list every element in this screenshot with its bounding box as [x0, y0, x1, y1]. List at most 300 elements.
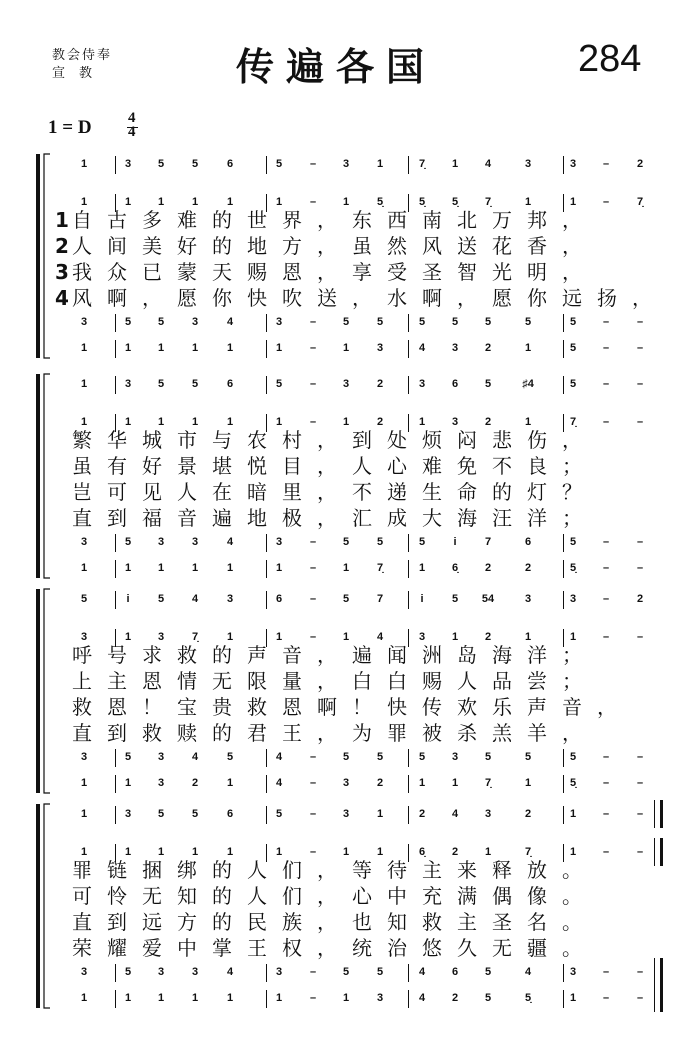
note-tenor: 3 — [191, 966, 199, 978]
hold-dash: – — [309, 808, 317, 820]
note-bass: 1 — [157, 562, 165, 574]
note-alto: 1 — [376, 846, 384, 858]
hold-dash: – — [636, 966, 644, 978]
hold-dash: – — [309, 342, 317, 354]
final-bar-line — [654, 984, 655, 1012]
note-soprano: 7̣ — [418, 158, 426, 170]
note-bass: 6̣ — [451, 562, 459, 574]
hold-dash: – — [309, 777, 317, 789]
note-soprano: 3 — [342, 378, 350, 390]
note-alto: 3 — [80, 631, 88, 643]
bar-line — [115, 591, 116, 609]
note-alto: 1 — [80, 846, 88, 858]
hymn-title: 传遍各国 — [236, 44, 437, 89]
lyric-line: 岂可见人在暗里，不递生命的灯？ — [72, 480, 597, 504]
bar-line — [115, 775, 116, 793]
bar-line — [115, 340, 116, 358]
note-tenor: 3 — [275, 536, 283, 548]
hold-dash: – — [309, 562, 317, 574]
note-alto: 5̣ — [451, 196, 459, 208]
note-tenor: 3 — [275, 316, 283, 328]
note-bass: 1 — [80, 342, 88, 354]
bar-line — [408, 591, 409, 609]
note-tenor: 5 — [376, 751, 384, 763]
note-tenor: 5 — [569, 536, 577, 548]
bar-line — [115, 534, 116, 552]
hold-dash: – — [636, 316, 644, 328]
note-soprano: 3 — [484, 808, 492, 820]
note-alto: 1 — [524, 631, 532, 643]
note-soprano: 7 — [376, 593, 384, 605]
final-bar-line — [654, 800, 655, 828]
note-bass: 1 — [226, 562, 234, 574]
note-alto: 7̣ — [191, 631, 199, 643]
note-soprano: 5 — [275, 158, 283, 170]
note-bass: 1 — [80, 562, 88, 574]
note-tenor: 5 — [124, 751, 132, 763]
note-tenor: 5 — [484, 751, 492, 763]
bar-line — [115, 376, 116, 394]
note-tenor: 5 — [342, 751, 350, 763]
note-tenor: 3 — [80, 751, 88, 763]
note-soprano: i — [420, 593, 424, 605]
note-soprano: 3 — [524, 158, 532, 170]
note-alto: 1 — [226, 846, 234, 858]
note-alto: 3 — [157, 631, 165, 643]
note-alto: 1 — [524, 196, 532, 208]
bar-line — [563, 749, 564, 767]
note-soprano: 5 — [80, 593, 88, 605]
final-bar-line — [660, 958, 663, 986]
note-alto: 1 — [191, 196, 199, 208]
note-soprano: 5 — [157, 808, 165, 820]
time-signature-top: 4 — [128, 110, 136, 126]
note-alto: 1 — [275, 631, 283, 643]
bar-line — [408, 964, 409, 982]
note-bass: 1 — [342, 992, 350, 1004]
note-soprano: 2 — [418, 808, 426, 820]
note-tenor: 5 — [226, 751, 234, 763]
note-tenor: 5 — [157, 316, 165, 328]
lyric-line: 上主恩情无限量，白白赐人品尝； — [72, 669, 597, 693]
note-tenor: 5 — [376, 536, 384, 548]
note-soprano: 3 — [342, 158, 350, 170]
bar-line — [266, 964, 267, 982]
bar-line — [408, 806, 409, 824]
note-tenor: 3 — [451, 751, 459, 763]
bar-line — [266, 314, 267, 332]
note-bass: 1 — [226, 342, 234, 354]
hold-dash: – — [309, 378, 317, 390]
note-soprano: 3 — [418, 378, 426, 390]
note-soprano: 3 — [569, 593, 577, 605]
note-alto: 3 — [451, 416, 459, 428]
bar-line — [266, 340, 267, 358]
note-tenor: 5 — [376, 966, 384, 978]
note-bass: 1 — [226, 777, 234, 789]
final-bar-line — [660, 984, 663, 1012]
note-bass: 1 — [342, 342, 350, 354]
note-alto: 1 — [226, 631, 234, 643]
hold-dash: – — [309, 846, 317, 858]
note-bass: 3 — [376, 992, 384, 1004]
note-soprano: 1 — [80, 378, 88, 390]
note-soprano: 4 — [191, 593, 199, 605]
note-soprano: 6 — [275, 593, 283, 605]
lyric-line: 虽有好景堪悦目，人心难免不良； — [72, 454, 597, 478]
note-alto: 1 — [484, 846, 492, 858]
hold-dash: – — [636, 536, 644, 548]
bar-line — [266, 990, 267, 1008]
note-soprano: 3 — [226, 593, 234, 605]
note-tenor: 4 — [275, 751, 283, 763]
bar-line — [115, 964, 116, 982]
note-soprano: 5 — [484, 378, 492, 390]
note-tenor: 5 — [376, 316, 384, 328]
lyric-line: 自古多难的世界，东西南北万邦， — [72, 208, 597, 232]
hold-dash: – — [636, 631, 644, 643]
hold-dash: – — [602, 378, 610, 390]
bar-line — [408, 340, 409, 358]
note-alto: 1 — [342, 631, 350, 643]
verse-number: 1 — [55, 208, 69, 232]
bar-line — [115, 560, 116, 578]
note-alto: 7̣ — [636, 196, 644, 208]
note-bass: 4 — [275, 777, 283, 789]
lyric-line: 人间美好的地方，虽然风送花香， — [72, 234, 597, 258]
note-bass: 2 — [191, 777, 199, 789]
note-alto: 1 — [569, 196, 577, 208]
note-bass: 1 — [451, 777, 459, 789]
hold-dash: – — [309, 593, 317, 605]
note-bass: 1 — [524, 342, 532, 354]
note-soprano: 2 — [636, 158, 644, 170]
bar-line — [408, 534, 409, 552]
hold-dash: – — [636, 777, 644, 789]
note-soprano: 1 — [376, 158, 384, 170]
lyric-line: 我众已蒙天赐恩，享受圣智光明， — [72, 260, 597, 284]
note-alto: 1 — [157, 416, 165, 428]
note-bass: 5̣ — [569, 777, 577, 789]
note-bass: 3 — [376, 342, 384, 354]
hold-dash: – — [309, 966, 317, 978]
hold-dash: – — [309, 992, 317, 1004]
note-alto: 1 — [80, 416, 88, 428]
note-alto: 5̣ — [418, 196, 426, 208]
lyric-line: 罪链捆绑的人们，等待主来释放。 — [72, 858, 597, 882]
note-alto: 1 — [275, 196, 283, 208]
bar-line — [408, 775, 409, 793]
note-tenor: 3 — [80, 966, 88, 978]
note-soprano: 5 — [191, 808, 199, 820]
hold-dash: – — [602, 416, 610, 428]
hold-dash: – — [636, 416, 644, 428]
note-alto: 7̣ — [524, 846, 532, 858]
note-tenor: 5 — [418, 316, 426, 328]
note-alto: 1 — [124, 196, 132, 208]
note-soprano: 5 — [275, 808, 283, 820]
note-soprano: 6 — [451, 378, 459, 390]
note-bass: 1 — [569, 992, 577, 1004]
note-alto: 1 — [451, 631, 459, 643]
lyric-line: 直到救赎的君王，为罪被杀羔羊， — [72, 721, 597, 745]
bar-line — [115, 806, 116, 824]
note-soprano: 3 — [342, 808, 350, 820]
bar-line — [563, 990, 564, 1008]
note-soprano: 6 — [226, 808, 234, 820]
note-tenor: 6 — [524, 536, 532, 548]
bar-line — [266, 376, 267, 394]
note-soprano: 5 — [191, 158, 199, 170]
note-soprano: 5 — [157, 158, 165, 170]
note-soprano: 5 — [342, 593, 350, 605]
final-bar-line — [654, 958, 655, 986]
bar-line — [115, 990, 116, 1008]
note-soprano: 2 — [636, 593, 644, 605]
note-soprano: 1 — [80, 158, 88, 170]
note-bass: 1 — [80, 992, 88, 1004]
bar-line — [408, 749, 409, 767]
hold-dash: – — [602, 316, 610, 328]
hold-dash: – — [602, 808, 610, 820]
bar-line — [266, 560, 267, 578]
bar-line — [563, 806, 564, 824]
note-tenor: 5 — [342, 536, 350, 548]
hold-dash: – — [636, 808, 644, 820]
note-soprano: 3 — [524, 593, 532, 605]
note-tenor: 4 — [418, 966, 426, 978]
verse-number: 2 — [55, 234, 69, 258]
note-bass: 1 — [418, 777, 426, 789]
hold-dash: – — [636, 751, 644, 763]
note-tenor: 3 — [157, 966, 165, 978]
hold-dash: – — [602, 966, 610, 978]
note-soprano: 4 — [484, 158, 492, 170]
hold-dash: – — [602, 536, 610, 548]
lyric-line: 风啊，愿你快吹送，水啊，愿你远扬， — [72, 286, 667, 310]
note-bass: 1 — [418, 562, 426, 574]
note-tenor: 5 — [484, 316, 492, 328]
note-tenor: 3 — [157, 751, 165, 763]
bar-line — [563, 591, 564, 609]
bar-line — [408, 376, 409, 394]
note-bass: 1 — [124, 342, 132, 354]
note-tenor: 5 — [342, 966, 350, 978]
note-alto: 2 — [376, 416, 384, 428]
bar-line — [563, 775, 564, 793]
note-bass: 5̣ — [569, 562, 577, 574]
bar-line — [115, 156, 116, 174]
note-soprano: 1 — [376, 808, 384, 820]
note-soprano: 5 — [191, 378, 199, 390]
note-bass: 1 — [342, 562, 350, 574]
note-soprano: 2 — [524, 808, 532, 820]
verse-number: 3 — [55, 260, 69, 284]
note-bass: 2 — [376, 777, 384, 789]
note-soprano: 6 — [226, 158, 234, 170]
note-bass: 1 — [226, 992, 234, 1004]
bar-line — [115, 749, 116, 767]
note-bass: 3 — [451, 342, 459, 354]
note-tenor: 5 — [124, 966, 132, 978]
hold-dash: – — [602, 196, 610, 208]
note-tenor: 5 — [524, 751, 532, 763]
note-alto: 7̣ — [569, 416, 577, 428]
note-bass: 1 — [124, 777, 132, 789]
hymn-number: 284 — [578, 38, 642, 80]
note-alto: 1 — [569, 631, 577, 643]
note-alto: 6̣ — [418, 846, 426, 858]
note-bass: 7̣ — [376, 562, 384, 574]
hold-dash: – — [309, 631, 317, 643]
note-tenor: 5 — [451, 316, 459, 328]
final-bar-line — [654, 838, 655, 866]
hold-dash: – — [602, 631, 610, 643]
note-alto: 1 — [191, 846, 199, 858]
note-bass: 2 — [524, 562, 532, 574]
bar-line — [408, 560, 409, 578]
hold-dash: – — [636, 562, 644, 574]
bar-line — [408, 156, 409, 174]
note-alto: 1 — [191, 416, 199, 428]
lyric-line: 直到福音遍地极，汇成大海汪洋； — [72, 506, 597, 530]
note-tenor: 5 — [418, 536, 426, 548]
hold-dash: – — [602, 593, 610, 605]
note-bass: 1 — [191, 562, 199, 574]
note-bass: 7̣ — [484, 777, 492, 789]
note-tenor: 5 — [342, 316, 350, 328]
note-bass: 5 — [569, 342, 577, 354]
note-soprano: 54 — [481, 593, 495, 605]
verse-number: 4 — [55, 286, 69, 310]
note-soprano: 1 — [451, 158, 459, 170]
note-bass: 2 — [484, 562, 492, 574]
note-bass: 4 — [418, 992, 426, 1004]
bar-line — [563, 534, 564, 552]
note-soprano: 3 — [124, 808, 132, 820]
note-soprano: 4 — [451, 808, 459, 820]
note-bass: 1 — [124, 992, 132, 1004]
lyric-line: 救恩！宝贵救恩啊！快传欢乐声音， — [72, 695, 632, 719]
note-soprano: ♯4 — [522, 378, 534, 390]
note-alto: 1 — [124, 416, 132, 428]
note-bass: 1 — [524, 777, 532, 789]
note-soprano: 5 — [157, 593, 165, 605]
system-bracket — [0, 0, 60, 1049]
note-tenor: 3 — [569, 966, 577, 978]
hold-dash: – — [309, 536, 317, 548]
note-soprano: 3 — [124, 378, 132, 390]
hold-dash: – — [602, 158, 610, 170]
note-tenor: 3 — [80, 316, 88, 328]
bar-line — [563, 376, 564, 394]
note-soprano: 6 — [226, 378, 234, 390]
note-alto: 1 — [157, 196, 165, 208]
note-tenor: 4 — [524, 966, 532, 978]
bar-line — [563, 156, 564, 174]
note-bass: 2 — [484, 342, 492, 354]
hold-dash: – — [309, 316, 317, 328]
lyric-line: 繁华城市与农村，到处烦闷悲伤， — [72, 428, 597, 452]
time-signature-bottom: 4 — [128, 124, 136, 140]
note-tenor: 6 — [451, 966, 459, 978]
bar-line — [115, 314, 116, 332]
hold-dash: – — [602, 342, 610, 354]
note-bass: 1 — [124, 562, 132, 574]
note-alto: 1 — [80, 196, 88, 208]
note-alto: 1 — [275, 846, 283, 858]
bar-line — [266, 156, 267, 174]
note-alto: 2 — [451, 846, 459, 858]
note-tenor: 4 — [226, 316, 234, 328]
note-soprano: i — [126, 593, 130, 605]
hold-dash: – — [636, 992, 644, 1004]
note-tenor: 3 — [191, 536, 199, 548]
note-alto: 1 — [342, 416, 350, 428]
final-bar-line — [660, 838, 663, 866]
hold-dash: – — [309, 196, 317, 208]
note-bass: 3 — [157, 777, 165, 789]
note-soprano: 1 — [569, 808, 577, 820]
note-alto: 1 — [275, 416, 283, 428]
note-alto: 5̣ — [376, 196, 384, 208]
note-tenor: 5 — [569, 316, 577, 328]
hold-dash: – — [309, 751, 317, 763]
note-tenor: 3 — [157, 536, 165, 548]
note-alto: 1 — [124, 846, 132, 858]
note-bass: 1 — [80, 777, 88, 789]
bar-line — [266, 806, 267, 824]
category-line-2: 宣教 — [52, 66, 107, 81]
note-tenor: i — [453, 536, 457, 548]
note-bass: 1 — [157, 992, 165, 1004]
note-bass: 4 — [418, 342, 426, 354]
hold-dash: – — [636, 378, 644, 390]
note-alto: 1 — [342, 196, 350, 208]
hold-dash: – — [602, 992, 610, 1004]
note-tenor: 5 — [524, 316, 532, 328]
final-bar-line — [660, 800, 663, 828]
lyric-line: 可怜无知的人们，心中充满偶像。 — [72, 884, 597, 908]
note-bass: 1 — [157, 342, 165, 354]
note-tenor: 5 — [418, 751, 426, 763]
note-tenor: 3 — [80, 536, 88, 548]
note-soprano: 3 — [569, 158, 577, 170]
note-soprano: 5 — [275, 378, 283, 390]
bar-line — [408, 314, 409, 332]
bar-line — [563, 314, 564, 332]
note-bass: 1 — [191, 342, 199, 354]
bar-line — [563, 340, 564, 358]
note-alto: 1 — [342, 846, 350, 858]
bar-line — [563, 560, 564, 578]
note-tenor: 5 — [124, 316, 132, 328]
note-soprano: 5 — [569, 378, 577, 390]
note-bass: 1 — [275, 992, 283, 1004]
hold-dash: – — [309, 416, 317, 428]
note-alto: 2 — [484, 416, 492, 428]
note-soprano: 5 — [157, 378, 165, 390]
note-soprano: 5 — [451, 593, 459, 605]
hold-dash: – — [636, 342, 644, 354]
note-soprano: 3 — [124, 158, 132, 170]
bar-line — [408, 990, 409, 1008]
hold-dash: – — [602, 562, 610, 574]
note-alto: 1 — [157, 846, 165, 858]
note-tenor: 4 — [226, 966, 234, 978]
key-signature: 1 = D — [48, 117, 92, 138]
note-tenor: 5 — [569, 751, 577, 763]
